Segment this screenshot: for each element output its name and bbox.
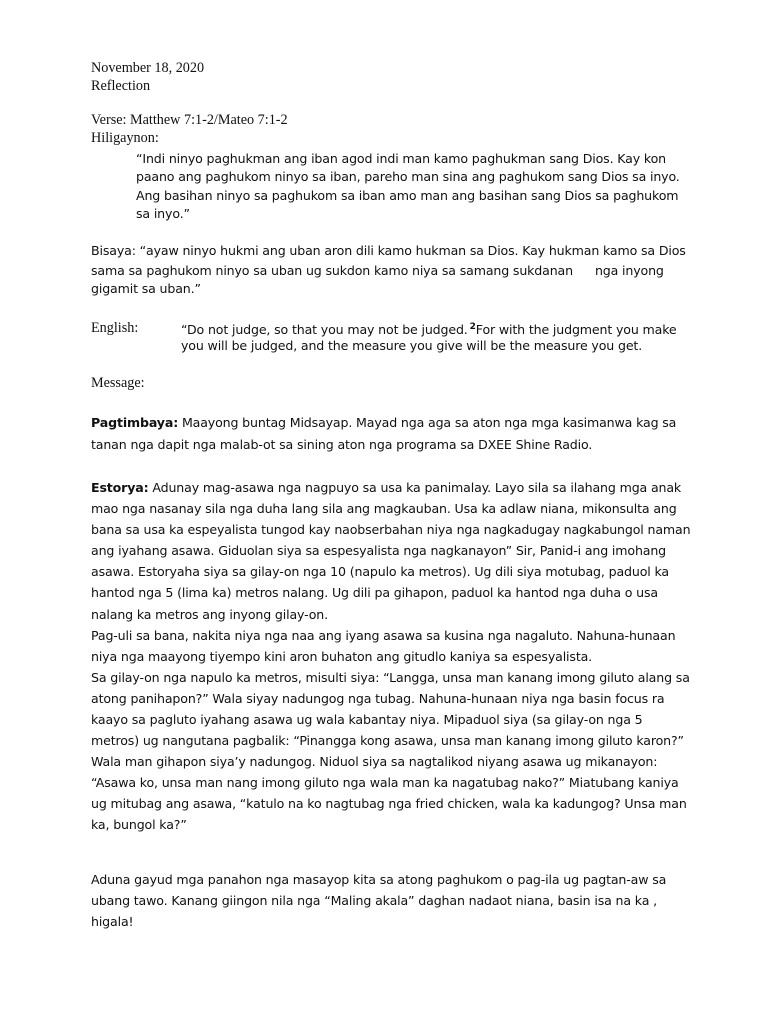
estorya-heading: Estorya: [91,480,149,495]
estorya-line: mao nga nasanay sila nga duha lang sila ang magkauban. Usa ka adlaw niana, mikonsulta ang [91,501,677,516]
estorya-line: ug mitubag ang asawa, “katulo na ko nagtubag nga fried chicken, wala ka kadungog? Unsa man [91,796,687,811]
pagtimbaya-line [91,414,676,432]
estorya-line: ka, bungol ka?” [91,817,187,832]
estorya-text: Adunay mag-asawa nga nagpuyo sa usa ka panimalay. Layo sila sa ilahang mga anak [148,480,682,495]
estorya-line: asawa. Estoryaha siya sa gilay-on nga 10 (napulo ka metros). Ug dili siya motubag, paduol ka [91,564,669,579]
english-line [181,318,677,339]
estorya-line [91,479,681,497]
english-line-part: For with the judgment you make [475,322,677,337]
bisaya-line-part: nga inyong [594,263,664,278]
hiligaynon-line: sa inyo.” [136,206,190,221]
pagtimbaya-line: tanan nga dapit nga malab-ot sa sining aton nga programa sa DXEE Shine Radio. [91,437,593,452]
estorya-line: nalang ka metros ang inyong gilay-on. [91,607,328,622]
estorya-line: “Asawa ko, unsa man nang imong giluto nga wala man ka nagatubag nako?” Miatubang kaniya [91,775,679,790]
estorya-line: Wala man gihapon siya’y nadungog. Niduol siya sa nagtalikod niyang asawa ug mikanayon: [91,754,658,769]
english-line-part: “Do not judge, so that you may not be judged. [181,322,468,337]
estorya-line: atong panihapon?” Wala siyay nadungog nga tubag. Nahuna-hunaan niya nga basin focus ra [91,691,665,706]
estorya-line: metros) ug nangutana pagbalik: “Pinangga kong asawa, unsa man kanang imong giluto karon?” [91,733,684,748]
estorya-line: ang iyahang asawa. Giduolan siya sa espesyalista nga nagkanayon” Sir, Panid-i ang imohang [91,543,667,558]
hiligaynon-line: paano ang paghukom ninyo sa iban, pareho man sina ang paghukom sang Dios sa inyo. [136,169,680,184]
estorya-line: hantod nga 5 (lima ka) metros nalang. Ug dili pa gihapon, paduol ka hantod nga duha o usa [91,585,658,600]
closing-line: ubang tawo. Kanang giingon nila nga “Maling akala” daghan nadaot niana, basin isa na ka , [91,893,657,908]
hiligaynon-line: “Indi ninyo paghukman ang iban agod indi man kamo paghukman sang Dios. Kay kon [136,151,666,166]
estorya-line: Sa gilay-on nga napulo ka metros, misulti siya: “Langga, unsa man kanang imong giluto alang sa [91,670,690,685]
bisaya-line: Bisaya: “ayaw ninyo hukmi ang uban aron dili kamo hukman sa Dios. Kay hukman kamo sa Dios [91,243,686,258]
hiligaynon-label: Hiligaynon: [91,130,159,146]
english-label: English: [91,320,139,336]
estorya-line: niya nga maayong tiyempo kini aron buhaton ang gitudlo kaniya sa espesyalista. [91,649,593,664]
bisaya-line [91,262,664,280]
pagtimbaya-heading: Pagtimbaya: [91,415,179,430]
estorya-line: Pag-uli sa bana, nakita niya nga naa ang iyang asawa sa kusina nga nagaluto. Nahuna-hunaan [91,628,676,643]
document-title: Reflection [91,78,151,94]
estorya-line: bana sa usa ka espeyalista tungod kay naobserbahan niya nga nagkadugay nagkabungol naman [91,522,691,537]
closing-line: higala! [91,914,134,929]
message-label: Message: [91,375,145,391]
verse-reference: Verse: Matthew 7:1-2/Mateo 7:1-2 [91,112,288,128]
bisaya-line: gigamit sa uban.” [91,281,201,296]
closing-line: Aduna gayud mga panahon nga masayop kita sa atong paghukom o pag-ila ug pagtan-aw sa [91,872,667,887]
english-line: you will be judged, and the measure you give will be the measure you get. [181,338,643,353]
pagtimbaya-text: Maayong buntag Midsayap. Mayad nga aga sa aton nga mga kasimanwa kag sa [178,415,677,430]
document-date: November 18, 2020 [91,60,205,76]
footnote-marker: 2 [469,322,476,332]
bisaya-line-part: sama sa paghukom ninyo sa uban ug sukdon kamo niya sa samang sukdanan [91,263,573,278]
hiligaynon-line: Ang basihan ninyo sa paghukom sa iban amo man ang basihan sang Dios sa paghukom [136,188,679,203]
estorya-line: kaayo sa pagluto iyahang asawa ug wala kabantay niya. Mipaduol siya (sa gilay-on nga 5 [91,712,643,727]
